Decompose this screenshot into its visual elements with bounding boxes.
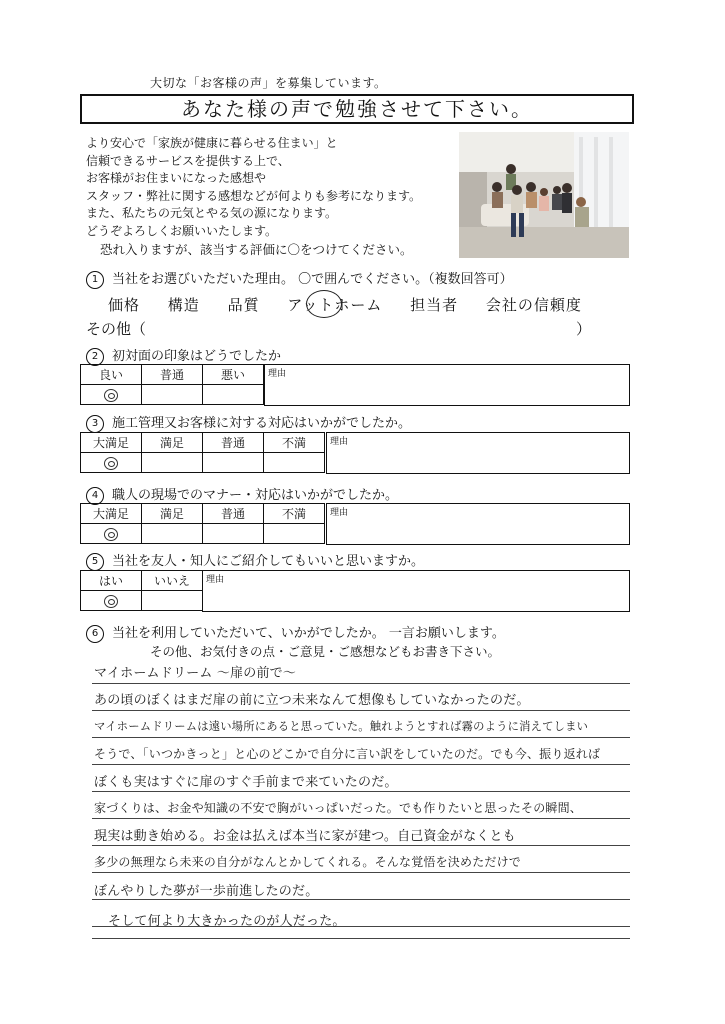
q3-header-unsatisfied: 不満 [264, 433, 325, 453]
q6-subtext: その他、お気付きの点・ご意見・ご感想などもお書き下さい。 [150, 644, 501, 659]
q2-cell-bad[interactable] [203, 385, 264, 405]
q2-cell-normal[interactable] [142, 385, 203, 405]
q5-text: 当社を友人・知人にご紹介してもいいと思いますか。 [112, 554, 425, 569]
q3-header-very-satisfied: 大満足 [81, 433, 142, 453]
selected-mark [104, 457, 118, 470]
intro-line: お客様がお住まいになった感想や [86, 171, 267, 185]
intro-text [86, 135, 446, 240]
q3-cell-unsatisfied[interactable] [264, 453, 325, 473]
q2-header-normal: 普通 [142, 365, 203, 385]
q4-cell-very-satisfied[interactable] [81, 524, 142, 544]
q3-header-satisfied: 満足 [142, 433, 203, 453]
ruled-line [92, 845, 630, 846]
handwriting-line: 多少の無理なら未来の自分がなんとかしてくれる。そんな覚悟を決めただけで [94, 855, 522, 869]
q5-header-yes: はい [81, 571, 142, 591]
selected-mark [104, 595, 118, 608]
q1-text: 当社をお選びいただいた理由。 〇で囲んでください。（複数回答可） [112, 272, 513, 287]
ruled-line [92, 683, 630, 684]
ruled-line [92, 938, 630, 939]
q4-cell-satisfied[interactable] [142, 524, 203, 544]
q6-text: 当社を利用していただいて、いかがでしたか。 一言お願いします。 [112, 626, 505, 641]
handwriting-line: 現実は動き始める。お金は払えば本当に家が建つ。自己資金がなくとも [94, 829, 516, 844]
ruled-line [92, 764, 630, 765]
ruled-line [92, 710, 630, 711]
option-staff[interactable]: 担当者 [410, 296, 459, 314]
q5-header-no: いいえ [142, 571, 203, 591]
intro-line: より安心で「家族が健康に暮らせる住まい」と [86, 136, 338, 150]
handwriting-line: ぼんやりした夢が一歩前進したのだ。 [94, 884, 319, 899]
q3-cell-satisfied[interactable] [142, 453, 203, 473]
option-price[interactable]: 価格 [108, 296, 141, 314]
q4-header-unsatisfied: 不満 [264, 504, 325, 524]
recruit-line: 大切な「お客様の声」を募集しています。 [150, 76, 387, 90]
handwriting-line: マイホームドリームは遠い場所にあると思っていた。触れようとすれば霧のように消えてしまい [94, 720, 589, 733]
q3-reason-label: 理由 [330, 437, 349, 447]
option-trust[interactable]: 会社の信頼度 [485, 296, 582, 314]
handwriting-line: そして何より大きかったのが人だった。 [108, 914, 346, 929]
handwriting-line: そうで、「いつかきっと」と心のどこかで自分に言い訳をしていたのだ。でも今、振り返れば [94, 747, 601, 761]
q5-reason-box[interactable] [202, 570, 630, 612]
q6-title [86, 622, 505, 643]
option-at-home[interactable]: アットホーム [287, 296, 383, 314]
option-structure[interactable]: 構造 [167, 296, 200, 314]
q2-reason-label: 理由 [268, 369, 287, 379]
q4-reason-box[interactable] [326, 503, 630, 545]
q1-other [86, 318, 146, 339]
q4-header-very-satisfied: 大満足 [81, 504, 142, 524]
intro-line: どうぞよろしくお願いいたします。 [86, 223, 278, 238]
q4-header-normal: 普通 [203, 504, 264, 524]
q4-rating-table [80, 503, 325, 544]
handwriting-line: ぼくも実はすぐに扉のすぐ手前まで来ていたのだ。 [94, 775, 398, 790]
q3-header-normal: 普通 [203, 433, 264, 453]
ruled-line [92, 818, 630, 819]
q4-text: 職人の現場でのマナー・対応はいかがでしたか。 [112, 488, 399, 503]
q1-options [108, 294, 604, 315]
q6-number: 6 [86, 625, 104, 643]
q5-title [86, 550, 424, 571]
selected-mark [104, 528, 118, 541]
handwriting-line: 家づくりは、お金や知識の不安で胸がいっぱいだった。でも作りたいと思ったその瞬間、 [94, 801, 583, 815]
q2-cell-good[interactable] [81, 385, 142, 405]
q3-text: 施工管理又お客様に対する対応はいかがでしたか。 [112, 416, 412, 431]
q5-cell-no[interactable] [142, 591, 203, 611]
q5-number: 5 [86, 553, 104, 571]
q4-cell-normal[interactable] [203, 524, 264, 544]
q2-title [86, 345, 281, 366]
handwriting-line: あの頃のぼくはまだ扉の前に立つ未来なんて想像もしていなかったのだ。 [94, 693, 530, 708]
q2-rating-table [80, 364, 264, 405]
q2-text: 初対面の印象はどうでしたか [112, 349, 282, 364]
option-quality[interactable]: 品質 [227, 296, 260, 314]
q3-number: 3 [86, 415, 104, 433]
q3-cell-normal[interactable] [203, 453, 264, 473]
ruled-line [92, 791, 630, 792]
intro-line: 信頼できるサービスを提供する上で、 [86, 153, 290, 168]
q3-rating-table [80, 432, 325, 473]
q4-title [86, 484, 398, 505]
q5-cell-yes[interactable] [81, 591, 142, 611]
intro-line: スタッフ・弊社に関する感想などが何よりも参考になります。 [86, 188, 422, 203]
q3-reason-box[interactable] [326, 432, 630, 474]
ruled-line [92, 872, 630, 873]
q2-header-bad: 悪い [203, 365, 264, 385]
q2-reason-box[interactable] [264, 364, 630, 406]
q2-header-good: 良い [81, 365, 142, 385]
q4-reason-label: 理由 [330, 508, 349, 518]
q3-cell-very-satisfied[interactable] [81, 453, 142, 473]
family-photo [459, 132, 629, 258]
q4-cell-unsatisfied[interactable] [264, 524, 325, 544]
q5-rating-table [80, 570, 203, 611]
q3-title [86, 412, 411, 433]
handwriting-line: マイホームドリーム ～扉の前で～ [94, 666, 297, 681]
q1-number: 1 [86, 271, 104, 289]
intro-line: また、私たちの元気とやる気の源になります。 [86, 206, 338, 220]
q1-other-close: ） [576, 320, 592, 338]
q1-other-label: その他（ [86, 320, 147, 338]
ruled-line [92, 737, 630, 738]
selected-mark [104, 389, 118, 402]
selected-option-circle [306, 290, 342, 318]
ruled-line [92, 899, 630, 900]
page-title: あなた様の声で勉強させて下さい。 [80, 94, 634, 124]
instruction: 恐れ入りますが、該当する評価に〇をつけてください。 [100, 242, 413, 257]
q5-reason-label: 理由 [206, 575, 225, 585]
q1-title [86, 268, 513, 289]
q2-number: 2 [86, 348, 104, 366]
q4-header-satisfied: 満足 [142, 504, 203, 524]
q4-number: 4 [86, 487, 104, 505]
